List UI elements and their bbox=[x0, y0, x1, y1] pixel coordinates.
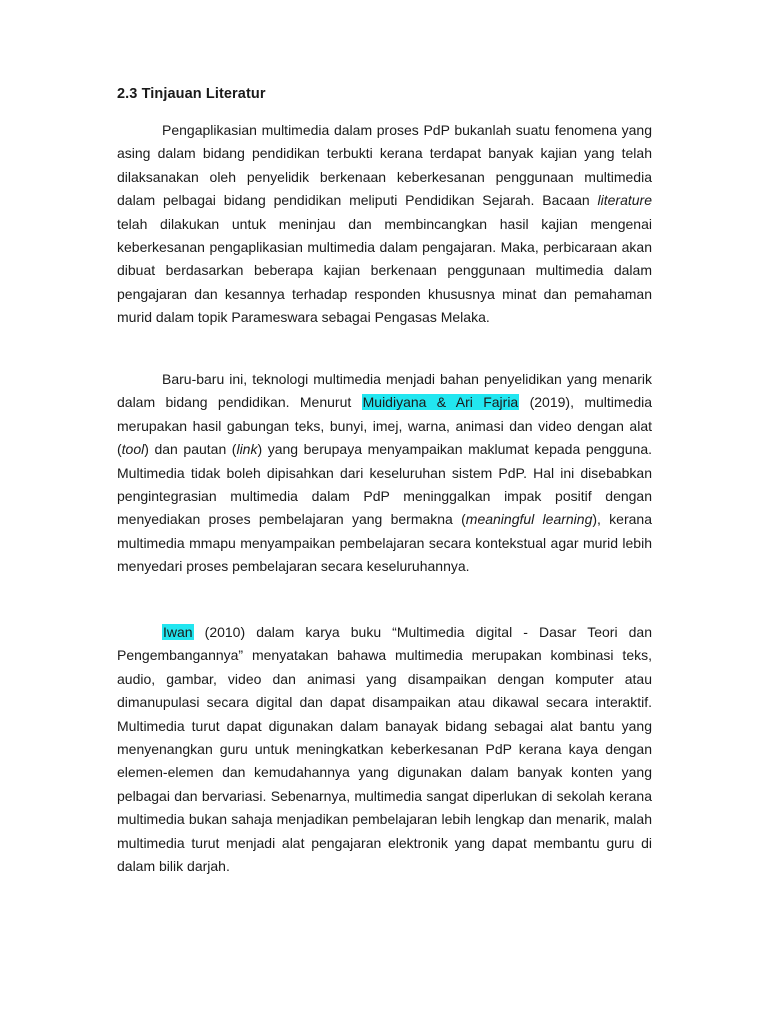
paragraph-line: Pengembangannya” menyatakan bahawa multimedia merupakan kombinasi teks, bbox=[117, 647, 652, 664]
paragraph-line: pengintegrasian multimedia dalam PdP meninggalkan impak positif dengan bbox=[117, 487, 652, 504]
paragraph-line: pengajaran dan kesannya terhadap responden khususnya minat dan pemahaman bbox=[117, 285, 652, 302]
paragraph-line: dilaksanakan oleh penyelidik berkenaan keberkesanan penggunaan multimedia bbox=[117, 168, 652, 185]
paragraph-line: murid dalam topik Parameswara sebagai Pengasas Melaka. bbox=[117, 309, 490, 326]
paragraph-line bbox=[117, 391, 652, 414]
text-run: (2010) dalam karya buku “Multimedia digital - Dasar Teori dan bbox=[193, 624, 652, 640]
paragraph-line bbox=[117, 508, 652, 531]
paragraph-line: dalam bilik darjah. bbox=[117, 857, 230, 874]
text-run: ( bbox=[117, 441, 122, 458]
paragraph-3 bbox=[117, 621, 652, 878]
paragraph-line bbox=[117, 438, 652, 461]
paragraph-1 bbox=[117, 119, 652, 330]
paragraph-line: menyedari proses pembelajaran secara keseluruhannya. bbox=[117, 558, 470, 575]
paragraph-line: dibuat berdasarkan beberapa kajian berkenaan penggunaan multimedia dalam bbox=[117, 262, 652, 279]
text-run: dalam pelbagai bidang pendidikan meliputi Pendidikan Sejarah. Bacaan bbox=[117, 192, 598, 209]
section-heading: 2.3 Tinjauan Literatur bbox=[117, 86, 266, 102]
paragraph-line: telah dilakukan untuk meninjau dan membincangkan hasil kajian mengenai bbox=[117, 215, 652, 232]
paragraph-line: menyenangkan guru untuk meningkatkan keberkesanan PdP kerana kaya dengan bbox=[117, 740, 652, 757]
text-run: ) yang berupaya menyampaikan maklumat kepada pengguna. bbox=[257, 441, 652, 458]
paragraph-line: Baru-baru ini, teknologi multimedia menjadi bahan penyelidikan yang menarik bbox=[162, 371, 652, 387]
italic-term: tool bbox=[121, 441, 145, 458]
paragraph-line bbox=[117, 621, 652, 644]
text-run: (2019), multimedia bbox=[519, 394, 653, 411]
paragraph-2 bbox=[117, 368, 652, 579]
text-run: ) dan pautan ( bbox=[144, 441, 237, 458]
paragraph-line: Pengaplikasian multimedia dalam proses PdP bukanlah suatu fenomena yang bbox=[162, 122, 652, 138]
italic-term: link bbox=[236, 441, 258, 458]
citation-highlight: Muidiyana & Ari Fajria bbox=[362, 394, 519, 411]
paragraph-line: multimedia bukan sahaja menjadikan pembelajaran lebih lengkap dan menarik, malah bbox=[117, 811, 652, 828]
paragraph-line: elemen-elemen dan kemudahannya yang digunakan dalam banyak konten yang bbox=[117, 764, 652, 781]
citation-highlight: Iwan bbox=[163, 624, 193, 640]
italic-term: meaningful learning bbox=[465, 511, 593, 528]
italic-term: literature bbox=[597, 192, 652, 209]
paragraph-line: audio, gambar, video dan animasi yang disampaikan dengan komputer atau bbox=[117, 670, 652, 687]
paragraph-line: pelbagai dan bervariasi. Sebenarnya, multimedia sangat diperlukan di sekolah kerana bbox=[117, 787, 652, 804]
text-run: ), kerana bbox=[592, 511, 652, 528]
paragraph-line: multimedia mmapu menyampaikan pembelajaran secara kontekstual agar murid lebih bbox=[117, 534, 652, 551]
paragraph-line: Multimedia tidak boleh dipisahkan dari keseluruhan sistem PdP. Hal ini disebabkan bbox=[117, 464, 652, 481]
paragraph-line: asing dalam bidang pendidikan terbukti kerana terdapat banyak kajian yang telah bbox=[117, 145, 652, 162]
paragraph-line: dimanupulasi secara digital dan dapat disampaikan atau dikawal secara interaktif. bbox=[117, 694, 652, 711]
text-run: menyediakan proses pembelajaran yang bermakna ( bbox=[117, 511, 466, 528]
paragraph-line: multimedia turut menjadi alat pengajaran elektronik yang dapat membantu guru di bbox=[117, 834, 652, 851]
paragraph-line: Multimedia turut dapat digunakan dalam banayak bidang sebagai alat bantu yang bbox=[117, 717, 652, 734]
text-run: dalam bidang pendidikan. Menurut bbox=[117, 394, 362, 411]
paragraph-line: keberkesanan pengaplikasian multimedia dalam pengajaran. Maka, perbicaraan akan bbox=[117, 238, 652, 255]
paragraph-line: merupakan hasil gabungan teks, bunyi, imej, warna, animasi dan video dengan alat bbox=[117, 417, 652, 434]
paragraph-line bbox=[117, 189, 652, 212]
